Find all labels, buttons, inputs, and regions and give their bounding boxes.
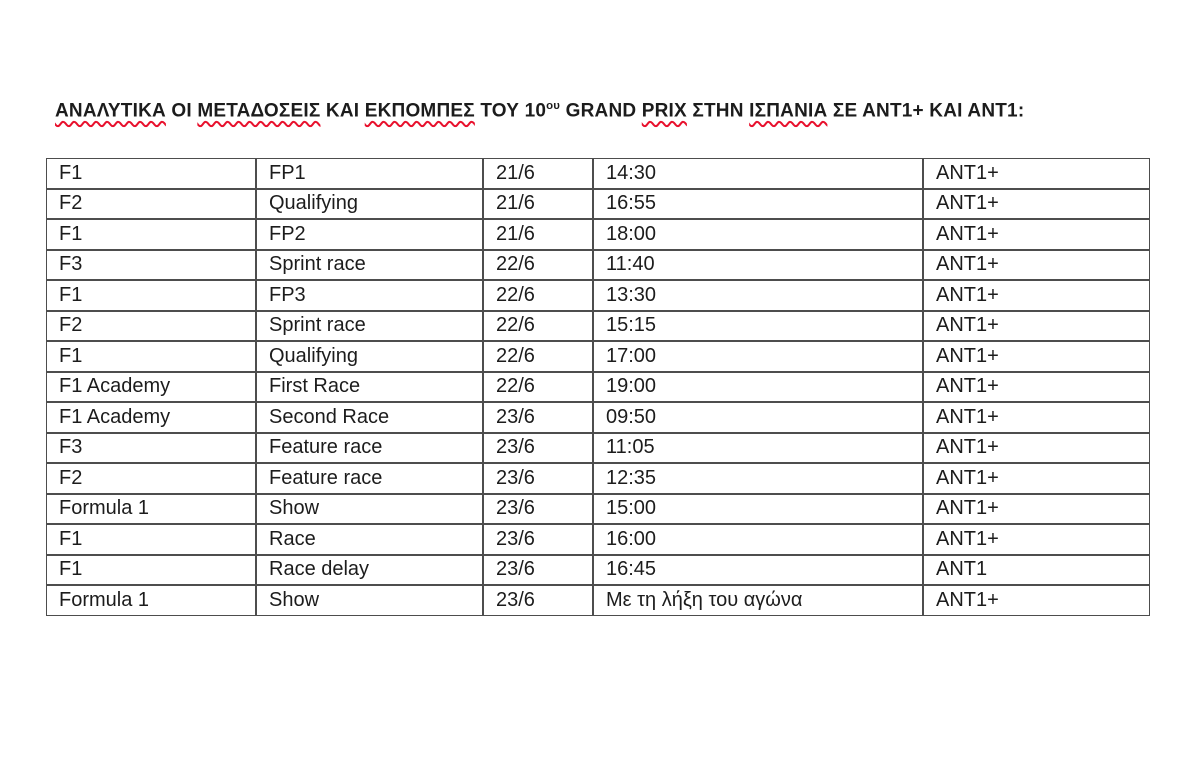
cell-series: F1 (46, 219, 256, 250)
cell-session: Feature race (256, 463, 483, 494)
table-row (46, 158, 1150, 189)
cell-time: 13:30 (593, 280, 923, 311)
title-segment-misspelled: ΕΚΠΟΜΠΕΣ (364, 100, 475, 122)
table-row (46, 219, 1150, 250)
cell-date: 22/6 (483, 372, 593, 403)
table-row (46, 189, 1150, 220)
cell-channel: ANT1+ (923, 433, 1150, 464)
title-segment: ΣΤΗΝ (686, 100, 750, 122)
table-row (46, 280, 1150, 311)
table-row (46, 341, 1150, 372)
cell-channel: ANT1 (923, 555, 1150, 586)
table-row (46, 402, 1150, 433)
cell-date: 23/6 (483, 524, 593, 555)
cell-series: F1 (46, 341, 256, 372)
title-segment: GRAND (560, 100, 642, 122)
broadcast-schedule-table (46, 158, 1150, 616)
cell-channel: ANT1+ (923, 524, 1150, 555)
cell-series: Formula 1 (46, 494, 256, 525)
cell-time: 12:35 (593, 463, 923, 494)
cell-series: F2 (46, 311, 256, 342)
cell-session: Show (256, 585, 483, 616)
cell-date: 23/6 (483, 555, 593, 586)
cell-time: 14:30 (593, 158, 923, 189)
cell-date: 21/6 (483, 158, 593, 189)
cell-date: 23/6 (483, 463, 593, 494)
title-segment-misspelled: ΙΣΠΑΝΙΑ (749, 100, 828, 122)
cell-channel: ANT1+ (923, 219, 1150, 250)
cell-channel: ANT1+ (923, 372, 1150, 403)
cell-time: 18:00 (593, 219, 923, 250)
cell-series: F3 (46, 433, 256, 464)
cell-date: 22/6 (483, 250, 593, 281)
cell-date: 23/6 (483, 402, 593, 433)
cell-session: First Race (256, 372, 483, 403)
cell-date: 21/6 (483, 189, 593, 220)
title-superscript: ου (546, 100, 561, 112)
table-row (46, 494, 1150, 525)
cell-channel: ANT1+ (923, 494, 1150, 525)
cell-time: 09:50 (593, 402, 923, 433)
cell-series: Formula 1 (46, 585, 256, 616)
cell-session: Sprint race (256, 311, 483, 342)
cell-channel: ANT1+ (923, 585, 1150, 616)
cell-session: FP2 (256, 219, 483, 250)
cell-series: F3 (46, 250, 256, 281)
cell-channel: ANT1+ (923, 463, 1150, 494)
cell-time: 16:00 (593, 524, 923, 555)
cell-date: 22/6 (483, 341, 593, 372)
cell-date: 23/6 (483, 585, 593, 616)
cell-time: 11:40 (593, 250, 923, 281)
cell-date: 23/6 (483, 433, 593, 464)
cell-channel: ANT1+ (923, 341, 1150, 372)
cell-session: Sprint race (256, 250, 483, 281)
cell-session: FP1 (256, 158, 483, 189)
title-segment-misspelled: PRIX (641, 100, 687, 122)
cell-session: Race (256, 524, 483, 555)
cell-channel: ANT1+ (923, 280, 1150, 311)
cell-date: 22/6 (483, 311, 593, 342)
cell-session: Qualifying (256, 341, 483, 372)
cell-time: Με τη λήξη του αγώνα (593, 585, 923, 616)
cell-session: Show (256, 494, 483, 525)
title-segment: ΟΙ (165, 100, 198, 122)
title-segment-misspelled: ΜΕΤΑΔΟΣΕΙΣ (197, 100, 321, 122)
cell-channel: ANT1+ (923, 189, 1150, 220)
cell-date: 23/6 (483, 494, 593, 525)
table-row (46, 463, 1150, 494)
cell-session: Feature race (256, 433, 483, 464)
cell-series: F1 (46, 280, 256, 311)
cell-series: F1 (46, 555, 256, 586)
cell-series: F1 Academy (46, 402, 256, 433)
cell-date: 22/6 (483, 280, 593, 311)
title-segment: ΚΑΙ (320, 100, 365, 122)
cell-session: Qualifying (256, 189, 483, 220)
cell-series: F1 Academy (46, 372, 256, 403)
cell-time: 11:05 (593, 433, 923, 464)
cell-channel: ANT1+ (923, 250, 1150, 281)
cell-series: F2 (46, 189, 256, 220)
cell-time: 16:55 (593, 189, 923, 220)
cell-date: 21/6 (483, 219, 593, 250)
schedule-table-body (46, 158, 1150, 616)
cell-time: 16:45 (593, 555, 923, 586)
cell-time: 19:00 (593, 372, 923, 403)
title-segment: ΤΟΥ 10 (474, 100, 547, 122)
cell-series: F1 (46, 158, 256, 189)
table-row (46, 555, 1150, 586)
table-row (46, 524, 1150, 555)
table-row (46, 372, 1150, 403)
table-row (46, 311, 1150, 342)
cell-series: F2 (46, 463, 256, 494)
cell-time: 15:00 (593, 494, 923, 525)
title-segment: ΣΕ ΑΝΤ1+ ΚΑΙ ΑΝΤ1: (827, 100, 1025, 122)
cell-channel: ANT1+ (923, 402, 1150, 433)
table-row (46, 433, 1150, 464)
cell-channel: ANT1+ (923, 158, 1150, 189)
cell-time: 15:15 (593, 311, 923, 342)
page-title (55, 100, 1024, 122)
cell-session: FP3 (256, 280, 483, 311)
table-row (46, 250, 1150, 281)
cell-session: Race delay (256, 555, 483, 586)
cell-series: F1 (46, 524, 256, 555)
cell-session: Second Race (256, 402, 483, 433)
cell-channel: ANT1+ (923, 311, 1150, 342)
table-row (46, 585, 1150, 616)
cell-time: 17:00 (593, 341, 923, 372)
title-segment-misspelled: ΑΝΑΛΥΤΙΚΑ (55, 100, 166, 122)
